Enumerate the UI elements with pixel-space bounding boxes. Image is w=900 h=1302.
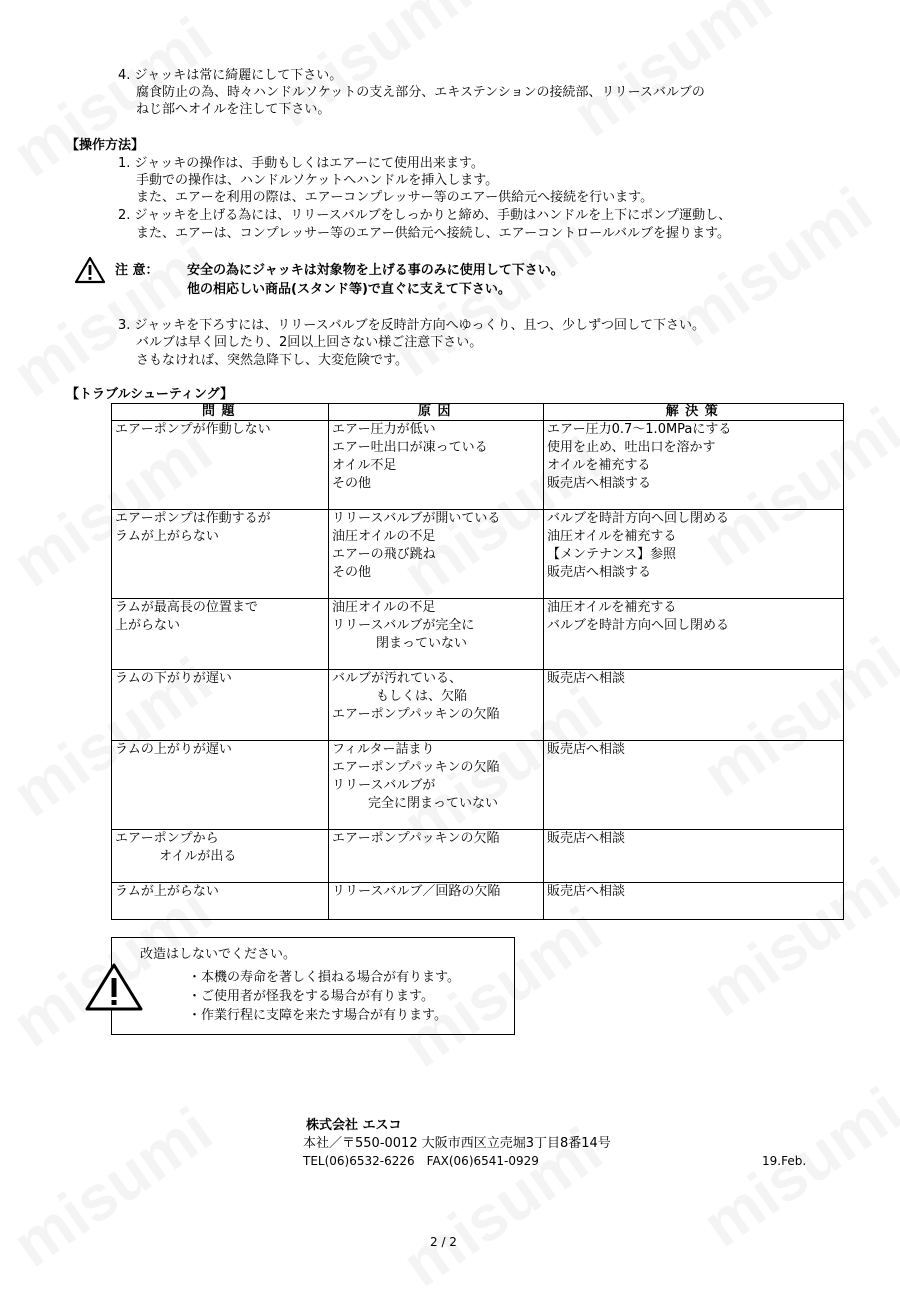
solution-cell <box>544 741 844 830</box>
cell-text: 【メンテナンス】参照 <box>547 547 676 562</box>
cell-text: エアー圧力0.7～1.0MPaにする <box>547 422 732 437</box>
cell-text: もしくは、欠陥 <box>376 689 468 704</box>
cell-text: フィルター詰まり <box>332 742 435 757</box>
cell-text: ラムの下がりが遅い <box>115 671 232 686</box>
cell-text: ラムが上がらない <box>115 529 219 544</box>
watermark <box>559 0 785 152</box>
cell-text: リリースバルブが開いている <box>332 511 501 526</box>
maintenance-item4-line3: ねじ部へオイルを注して下さい。 <box>136 102 331 117</box>
cell-text: バルブを時計方向へ回し閉める <box>547 511 730 526</box>
operation-item1-line2: 手動での操作は、ハンドルソケットへハンドルを挿入します。 <box>136 173 499 188</box>
table-row <box>112 830 844 883</box>
cell-text: ラムが最高長の位置まで <box>115 600 258 615</box>
column-header-cause: 原因 <box>329 404 544 421</box>
cell-text: 油圧オイルの不足 <box>332 600 436 615</box>
cell-text: オイルが出る <box>159 849 237 864</box>
cell-text: エアーポンプが作動しない <box>115 422 271 437</box>
page-number: 2 / 2 <box>430 1235 457 1249</box>
cell-text: 油圧オイルを補充する <box>547 529 677 544</box>
warning-icon <box>84 962 144 1012</box>
notice-item: ・作業行程に支障を来たす場合が有ります。 <box>188 1008 447 1023</box>
column-header-solution: 解決策 <box>544 404 844 421</box>
operation-item2-line2: また、エアーは、コンプレッサー等のエアー供給元へ接続し、エアーコントロールバルブを握ります。 <box>136 226 730 241</box>
company-contact: TEL(06)6532-6226 FAX(06)6541-0929 <box>303 1154 539 1168</box>
solution-cell <box>544 670 844 741</box>
cell-text: 上がらない <box>115 618 181 633</box>
table-header-row <box>112 404 844 421</box>
modification-notice-box <box>111 937 515 1035</box>
maintenance-item4-line2: 腐食防止の為、時々ハンドルソケットの支え部分、エキステンションの接続部、リリースバルブの <box>136 85 705 100</box>
notice-item: ・本機の寿命を著しく損ねる場合が有ります。 <box>188 970 460 985</box>
solution-cell <box>544 421 844 510</box>
cell-text: リリースバルブが <box>332 778 436 793</box>
problem-cell <box>112 670 329 741</box>
cell-text: 販売店へ相談 <box>547 671 626 686</box>
cell-text: 油圧オイルの不足 <box>332 529 436 544</box>
operation-item2-line1: 2. ジャッキを上げる為には、リリースバルブをしっかりと締め、手動はハンドルを上下にポンプ運動し、 <box>118 208 732 223</box>
caution-line2: 他の相応しい商品(スタンド等)で直ぐに支えて下さい。 <box>187 282 511 297</box>
cell-text: リリースバルブ／回路の欠陥 <box>332 884 501 899</box>
cause-cell <box>329 883 544 920</box>
company-name: 株式会社 エスコ <box>306 1118 402 1133</box>
cell-text: エアーポンプパッキンの欠陥 <box>332 707 500 722</box>
cell-text: 完全に閉まっていない <box>368 796 499 811</box>
operation-item1-line3: また、エアーを利用の際は、エアーコンプレッサー等のエアー供給元へ接続を行います。 <box>136 190 654 205</box>
warning-icon <box>74 256 106 284</box>
cell-text: 販売店へ相談 <box>547 884 626 899</box>
operation-heading: 【操作方法】 <box>66 138 145 153</box>
cause-cell <box>329 510 544 599</box>
cell-text: ラムの上がりが遅い <box>115 742 232 757</box>
cell-text: エアーポンプは作動するが <box>115 511 271 526</box>
cause-cell <box>329 599 544 670</box>
maintenance-item4-line1: 4. ジャッキは常に綺麗にして下さい。 <box>118 68 343 83</box>
operation-item3-line3: さもなければ、突然急降下し、大変危険です。 <box>136 353 408 368</box>
table-row <box>112 510 844 599</box>
notice-title: 改造はしないでください。 <box>140 947 297 962</box>
solution-cell <box>544 830 844 883</box>
cell-text: 油圧オイルを補充する <box>547 600 677 615</box>
cell-text: 販売店へ相談する <box>547 565 652 580</box>
table-row <box>112 741 844 830</box>
company-address: 本社／〒550-0012 大阪市西区立売堀3丁目8番14号 <box>303 1136 611 1151</box>
cell-text: エアー圧力が低い <box>332 422 436 437</box>
cause-cell <box>329 830 544 883</box>
table-row <box>112 421 844 510</box>
cause-cell <box>329 421 544 510</box>
cell-text: 販売店へ相談 <box>547 831 626 846</box>
cell-text: 閉まっていない <box>376 636 468 651</box>
problem-cell <box>112 883 329 920</box>
cell-text: エアーポンプパッキンの欠陥 <box>332 831 500 846</box>
cell-text: バルブが汚れている、 <box>332 671 463 686</box>
cell-text: エアー吐出口が凍っている <box>332 440 488 455</box>
cell-text: エアーポンプパッキンの欠陥 <box>332 760 500 775</box>
operation-item1-line1: 1. ジャッキの操作は、手動もしくはエアーにて使用出来ます。 <box>118 156 484 171</box>
cell-text: エアーポンプから <box>115 831 219 846</box>
watermark <box>0 1092 225 1281</box>
cause-cell <box>329 741 544 830</box>
problem-cell <box>112 510 329 599</box>
operation-item3-line2: バルブは早く回したり、2回以上回さない様ご注意下さい。 <box>136 335 483 350</box>
table-row <box>112 883 844 920</box>
cell-text: エアーの飛び跳ね <box>332 547 436 562</box>
table-row <box>112 599 844 670</box>
cell-text: バルブを時計方向へ回し閉める <box>547 618 730 633</box>
problem-cell <box>112 421 329 510</box>
caution-label: 注 意： <box>115 263 159 278</box>
troubleshooting-table <box>111 403 844 920</box>
solution-cell <box>544 599 844 670</box>
document-date: 19.Feb. <box>762 1154 807 1168</box>
cause-cell <box>329 670 544 741</box>
caution-line1: 安全の為にジャッキは対象物を上げる事のみに使用して下さい。 <box>187 263 564 278</box>
column-header-problem: 問題 <box>112 404 329 421</box>
cell-text: 販売店へ相談する <box>547 476 652 491</box>
table-row <box>112 670 844 741</box>
cell-text: 使用を止め、吐出口を溶かす <box>547 440 716 455</box>
cell-text: オイル不足 <box>332 458 397 473</box>
solution-cell <box>544 883 844 920</box>
cell-text: 販売店へ相談 <box>547 742 626 757</box>
problem-cell <box>112 830 329 883</box>
cell-text: オイルを補充する <box>547 458 651 473</box>
troubleshooting-heading: 【トラブルシューティング】 <box>66 387 233 402</box>
cell-text: その他 <box>332 565 372 580</box>
solution-cell <box>544 510 844 599</box>
problem-cell <box>112 741 329 830</box>
notice-item: ・ご使用者が怪我をする場合が有ります。 <box>188 989 434 1004</box>
cell-text: リリースバルブが完全に <box>332 618 475 633</box>
problem-cell <box>112 599 329 670</box>
cell-text: その他 <box>332 476 372 491</box>
operation-item3-line1: 3. ジャッキを下ろすには、リリースバルブを反時計方向へゆっくり、且つ、少しずつ回して下さい。 <box>118 318 705 333</box>
cell-text: ラムが上がらない <box>115 884 219 899</box>
